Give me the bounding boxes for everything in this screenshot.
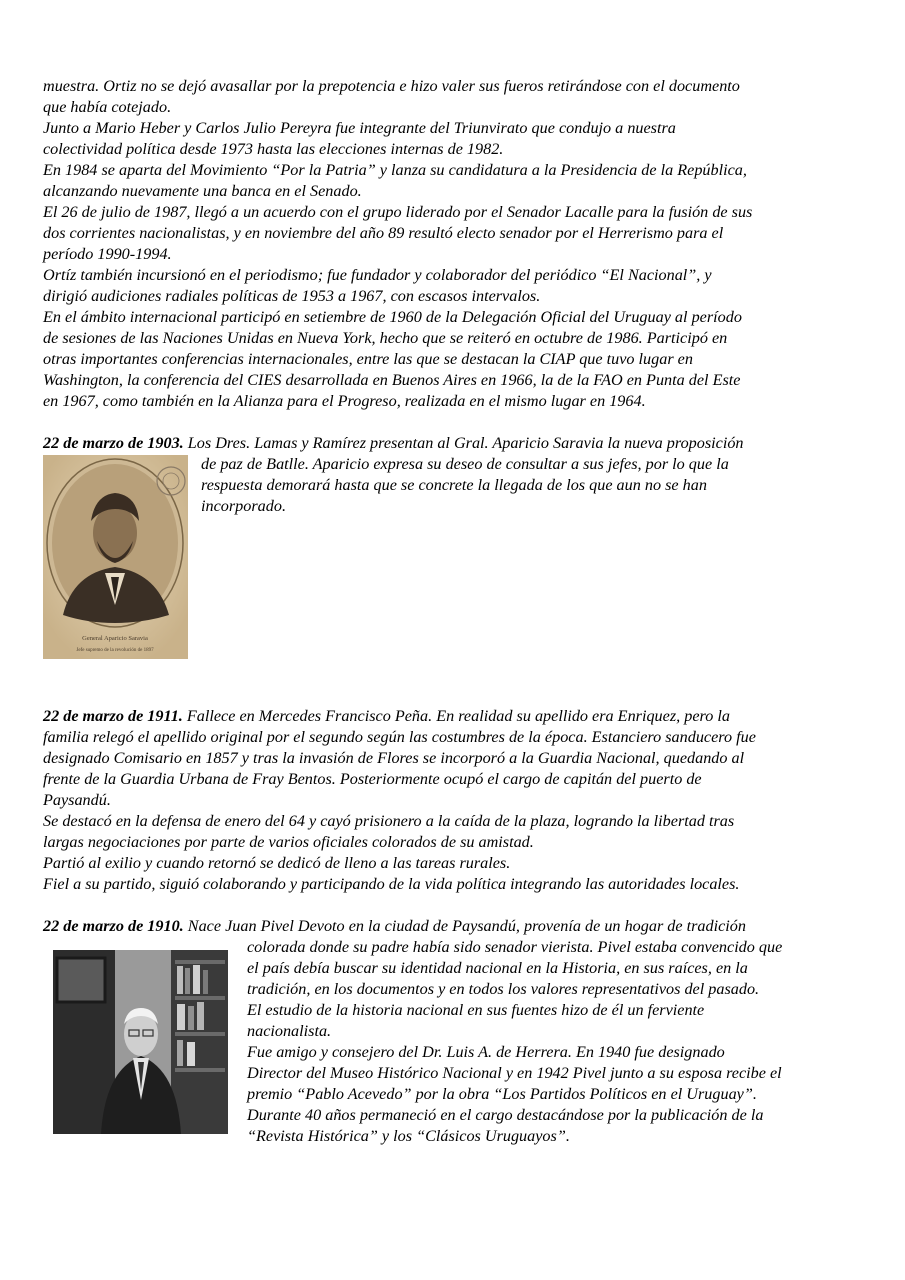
entry-1910-line: El estudio de la historia nacional en sus fuentes hizo de él un ferviente bbox=[247, 1001, 705, 1019]
entry-1911-line: designado Comisario en 1857 y tras la invasión de Flores se incorporó a la Guardia Nacional, quedando al bbox=[43, 749, 745, 767]
entry-date: 22 de marzo de 1910. bbox=[43, 917, 184, 935]
intro-line: período 1990-1994. bbox=[43, 245, 172, 263]
juan-pivel-devoto-photo bbox=[53, 950, 228, 1134]
entry-1910-line: nacionalista. bbox=[247, 1022, 332, 1040]
entry-1911-line: Paysandú. bbox=[43, 791, 111, 809]
entry-1911-first-line bbox=[43, 706, 730, 727]
entry-1911-line: largas negociaciones por parte de varios oficiales colorados de su amistad. bbox=[43, 833, 534, 851]
intro-line: de sesiones de las Naciones Unidas en Nueva York, hecho que se reiteró en octubre de 1986. Participó en bbox=[43, 329, 728, 347]
entry-1910-line: Fue amigo y consejero del Dr. Luis A. de Herrera. En 1940 fue designado bbox=[247, 1043, 725, 1061]
entry-1911-line: Se destacó en la defensa de enero del 64 y cayó prisionero a la caída de la plaza, logrando la libertad tras bbox=[43, 812, 735, 830]
entry-1910-line: tradición, en los documentos y en todos los valores representativos del pasado. bbox=[247, 980, 760, 998]
entry-text: Nace Juan Pivel Devoto en la ciudad de Paysandú, provenía de un hogar de tradición bbox=[183, 917, 746, 935]
portrait-caption: General Aparicio Saravia bbox=[82, 635, 148, 642]
entry-date: 22 de marzo de 1903. bbox=[43, 434, 184, 452]
entry-1903-line: de paz de Batlle. Aparicio expresa su deseo de consultar a sus jefes, por lo que la bbox=[201, 455, 729, 473]
entry-1910-line: Director del Museo Histórico Nacional y en 1942 Pivel junto a su esposa recibe el bbox=[247, 1064, 782, 1082]
entry-1910-line: premio “Pablo Acevedo” por la obra “Los Partidos Políticos en el Uruguay”. bbox=[247, 1085, 757, 1103]
intro-line: que había cotejado. bbox=[43, 98, 172, 116]
intro-line: Ortíz también incursionó en el periodismo; fue fundador y colaborador del periódico “El Nacional”, y bbox=[43, 266, 712, 284]
intro-line: en 1967, como también en la Alianza para el Progreso, realizada en el mismo lugar en 1964. bbox=[43, 392, 646, 410]
intro-line: muestra. Ortiz no se dejó avasallar por la prepotencia e hizo valer sus fueros retirándose con el documento bbox=[43, 77, 740, 95]
entry-1910-line: “Revista Histórica” y los “Clásicos Uruguayos”. bbox=[247, 1127, 570, 1145]
intro-line: colectividad política desde 1973 hasta las elecciones internas de 1982. bbox=[43, 140, 504, 158]
entry-1911-line: frente de la Guardia Urbana de Fray Bentos. Posteriormente ocupó el cargo de capitán del puerto de bbox=[43, 770, 702, 788]
intro-line: otras importantes conferencias internacionales, entre las que se destacan la CIAP que tuvo lugar en bbox=[43, 350, 693, 368]
intro-line: Junto a Mario Heber y Carlos Julio Pereyra fue integrante del Triunvirato que condujo a nuestra bbox=[43, 119, 676, 137]
intro-line: El 26 de julio de 1987, llegó a un acuerdo con el grupo liderado por el Senador Lacalle para la fusión de sus bbox=[43, 203, 753, 221]
entry-1911-line: familia relegó el apellido original por el segundo según las costumbres de la época. Estanciero sanducero fue bbox=[43, 728, 756, 746]
intro-line: Washington, la conferencia del CIES desarrollada en Buenos Aires en 1966, la de la FAO en Punta del Este bbox=[43, 371, 741, 389]
intro-line: dos corrientes nacionalistas, y en noviembre del año 89 resultó electo senador por el Herrerismo para el bbox=[43, 224, 724, 242]
intro-line: En 1984 se aparta del Movimiento “Por la Patria” y lanza su candidatura a la Presidencia de la República, bbox=[43, 161, 747, 179]
portrait-subcaption: Jefe supremo de la revolución de 1897 bbox=[76, 648, 154, 653]
aparicio-saravia-portrait bbox=[43, 455, 188, 659]
intro-line: En el ámbito internacional participó en setiembre de 1960 de la Delegación Oficial del Uruguay al período bbox=[43, 308, 742, 326]
entry-1903-line: incorporado. bbox=[201, 497, 286, 515]
entry-1911-line: Fiel a su partido, siguió colaborando y participando de la vida política integrando las autoridades locales. bbox=[43, 875, 740, 893]
entry-text: Fallece en Mercedes Francisco Peña. En realidad su apellido era Enriquez, pero la bbox=[182, 707, 730, 725]
intro-line: alcanzando nuevamente una banca en el Senado. bbox=[43, 182, 362, 200]
entry-text: Los Dres. Lamas y Ramírez presentan al Gral. Aparicio Saravia la nueva proposición bbox=[183, 434, 744, 452]
entry-1910-first-line bbox=[43, 916, 746, 937]
intro-line: dirigió audiciones radiales políticas de 1953 a 1967, con escasos intervalos. bbox=[43, 287, 541, 305]
entry-1903-line: respuesta demorará hasta que se concrete la llegada de los que aun no se han bbox=[201, 476, 707, 494]
entry-1910-line: Durante 40 años permaneció en el cargo destacándose por la publicación de la bbox=[247, 1106, 764, 1124]
portrait-postcard-image bbox=[43, 455, 188, 659]
entry-date: 22 de marzo de 1911. bbox=[43, 707, 183, 725]
entry-1903-first-line bbox=[43, 433, 744, 454]
entry-1911-line: Partió al exilio y cuando retornó se dedicó de lleno a las tareas rurales. bbox=[43, 854, 511, 872]
entry-1910-line: colorada donde su padre había sido senador vierista. Pivel estaba convencido que bbox=[247, 938, 783, 956]
entry-1910-line: el país debía buscar su identidad nacional en la Historia, en sus raíces, en la bbox=[247, 959, 748, 977]
pivel-photo-image bbox=[53, 950, 228, 1134]
